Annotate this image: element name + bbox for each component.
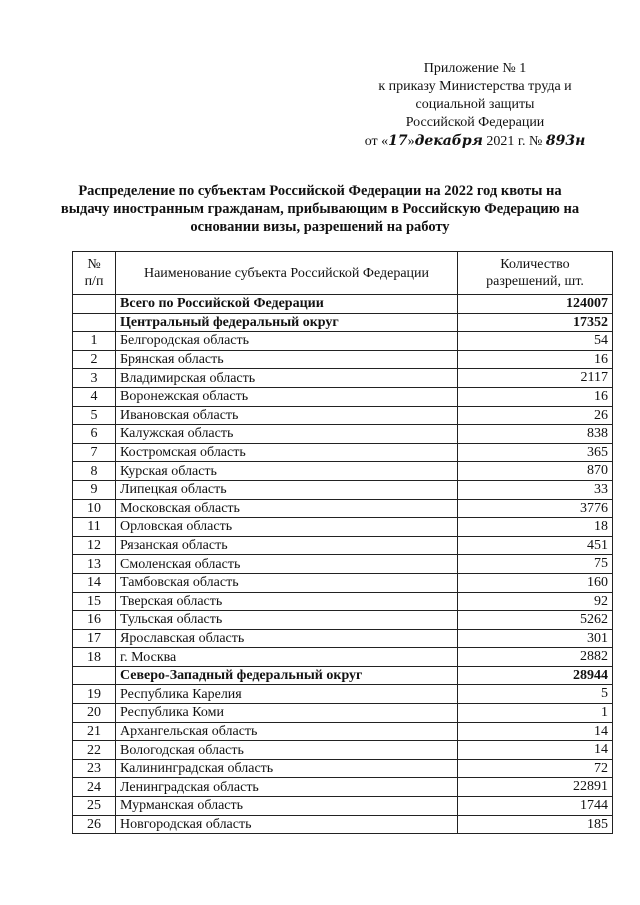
table-row: [73, 518, 613, 537]
annex-order-ref: к приказу Министерства труда и: [378, 79, 572, 94]
row-region-name: Белгородская область: [116, 332, 458, 351]
row-quota-value: 92: [458, 592, 613, 611]
row-region-name: Смоленская область: [116, 555, 458, 574]
row-quota-value: 16: [458, 350, 613, 369]
row-number: [73, 313, 116, 332]
row-region-name: Ивановская область: [116, 406, 458, 425]
row-quota-value: 5262: [458, 611, 613, 630]
order-number: 893н: [545, 133, 586, 149]
row-number: 14: [73, 573, 116, 592]
row-quota-value: 17352: [458, 313, 613, 332]
row-region-name: Курская область: [116, 462, 458, 481]
row-quota-value: 22891: [458, 778, 613, 797]
table-row: [73, 611, 613, 630]
row-quota-value: 160: [458, 573, 613, 592]
table-row: [73, 815, 613, 834]
date-day: 17: [388, 133, 408, 149]
row-number: 21: [73, 722, 116, 741]
table-body: [73, 295, 613, 834]
row-quota-value: 185: [458, 815, 613, 834]
table-row: [73, 369, 613, 388]
row-quota-value: 14: [458, 722, 613, 741]
table-row: [73, 406, 613, 425]
row-region-name: Мурманская область: [116, 797, 458, 816]
date-prefix: от «: [364, 134, 389, 149]
row-number: 6: [73, 425, 116, 444]
row-region-name: Липецкая область: [116, 480, 458, 499]
annex-date-line: [330, 132, 620, 151]
date-year: 2021 г. №: [486, 134, 543, 149]
row-quota-value: 2117: [458, 369, 613, 388]
row-number: 9: [73, 480, 116, 499]
row-region-name: Вологодская область: [116, 741, 458, 760]
row-number: 1: [73, 332, 116, 351]
row-number: [73, 666, 116, 685]
table-row: [73, 722, 613, 741]
row-quota-value: 1744: [458, 797, 613, 816]
header-name: Наименование субъекта Российской Федерации: [116, 252, 458, 295]
row-number: 23: [73, 759, 116, 778]
table-row: [73, 704, 613, 723]
row-region-name: Орловская область: [116, 518, 458, 537]
row-quota-value: 124007: [458, 295, 613, 314]
row-region-name: Брянская область: [116, 350, 458, 369]
table-row: [73, 536, 613, 555]
date-month: декабря: [414, 133, 483, 149]
title-line-1: Распределение по субъектам Российской Федерации на 2022 год квоты на: [78, 183, 562, 199]
row-quota-value: 365: [458, 443, 613, 462]
row-quota-value: 75: [458, 555, 613, 574]
row-number: 18: [73, 648, 116, 667]
table-row: [73, 797, 613, 816]
row-number: 3: [73, 369, 116, 388]
row-quota-value: 5: [458, 685, 613, 704]
row-number: 10: [73, 499, 116, 518]
annex-title: Приложение № 1: [423, 61, 527, 76]
row-region-name: Северо-Западный федеральный округ: [116, 666, 458, 685]
row-quota-value: 72: [458, 759, 613, 778]
quota-table: [72, 251, 613, 834]
row-region-name: Костромская область: [116, 443, 458, 462]
row-number: 25: [73, 797, 116, 816]
title-line-2: выдачу иностранным гражданам, прибывающим в Российскую Федерацию на: [60, 201, 580, 217]
row-quota-value: 28944: [458, 666, 613, 685]
row-quota-value: 451: [458, 536, 613, 555]
table-row: [73, 573, 613, 592]
table-row: [73, 759, 613, 778]
row-region-name: Рязанская область: [116, 536, 458, 555]
row-region-name: Ленинградская область: [116, 778, 458, 797]
row-quota-value: 1: [458, 704, 613, 723]
row-region-name: Республика Коми: [116, 704, 458, 723]
row-number: 24: [73, 778, 116, 797]
annex-header: [330, 60, 620, 151]
annex-ministry-line: социальной защиты: [415, 97, 535, 112]
row-region-name: г. Москва: [116, 648, 458, 667]
row-quota-value: 870: [458, 462, 613, 481]
row-number: 4: [73, 387, 116, 406]
row-number: 13: [73, 555, 116, 574]
row-region-name: Республика Карелия: [116, 685, 458, 704]
table-row: [73, 555, 613, 574]
date-mid: »: [407, 134, 415, 149]
row-quota-value: 301: [458, 629, 613, 648]
row-quota-value: 26: [458, 406, 613, 425]
row-number: 17: [73, 629, 116, 648]
row-number: 12: [73, 536, 116, 555]
table-row: [73, 666, 613, 685]
row-region-name: Московская область: [116, 499, 458, 518]
row-quota-value: 3776: [458, 499, 613, 518]
row-number: 5: [73, 406, 116, 425]
row-quota-value: 16: [458, 387, 613, 406]
row-number: 15: [73, 592, 116, 611]
row-region-name: Тульская область: [116, 611, 458, 630]
row-quota-value: 33: [458, 480, 613, 499]
row-quota-value: 2882: [458, 648, 613, 667]
row-region-name: Тверская область: [116, 592, 458, 611]
row-region-name: Калининградская область: [116, 759, 458, 778]
row-number: 16: [73, 611, 116, 630]
table-row: [73, 778, 613, 797]
row-number: 7: [73, 443, 116, 462]
row-region-name: Владимирская область: [116, 369, 458, 388]
row-region-name: Тамбовская область: [116, 573, 458, 592]
row-number: 2: [73, 350, 116, 369]
row-number: 11: [73, 518, 116, 537]
table-row: [73, 387, 613, 406]
row-number: 19: [73, 685, 116, 704]
row-region-name: Центральный федеральный округ: [116, 313, 458, 332]
row-region-name: Архангельская область: [116, 722, 458, 741]
table-row: [73, 295, 613, 314]
row-region-name: Калужская область: [116, 425, 458, 444]
table-row: [73, 443, 613, 462]
table-row: [73, 685, 613, 704]
annex-country-line: Российской Федерации: [405, 115, 545, 130]
row-number: 26: [73, 815, 116, 834]
row-quota-value: 18: [458, 518, 613, 537]
table-header-row: [73, 252, 613, 295]
row-quota-value: 838: [458, 425, 613, 444]
table-row: [73, 629, 613, 648]
row-number: [73, 295, 116, 314]
row-region-name: Новгородская область: [116, 815, 458, 834]
table-row: [73, 332, 613, 351]
row-quota-value: 54: [458, 332, 613, 351]
table-row: [73, 350, 613, 369]
document-title: [40, 182, 600, 236]
table-row: [73, 480, 613, 499]
row-number: 20: [73, 704, 116, 723]
table-row: [73, 592, 613, 611]
title-line-3: основании визы, разрешений на работу: [190, 219, 450, 235]
row-number: 8: [73, 462, 116, 481]
table-row: [73, 425, 613, 444]
row-region-name: Ярославская область: [116, 629, 458, 648]
header-num: № п/п: [73, 252, 116, 295]
table-row: [73, 462, 613, 481]
row-region-name: Воронежская область: [116, 387, 458, 406]
row-quota-value: 14: [458, 741, 613, 760]
table-row: [73, 313, 613, 332]
table-row: [73, 741, 613, 760]
row-region-name: Всего по Российской Федерации: [116, 295, 458, 314]
row-number: 22: [73, 741, 116, 760]
table-row: [73, 648, 613, 667]
header-qty: Количество разрешений, шт.: [458, 252, 613, 295]
table-row: [73, 499, 613, 518]
